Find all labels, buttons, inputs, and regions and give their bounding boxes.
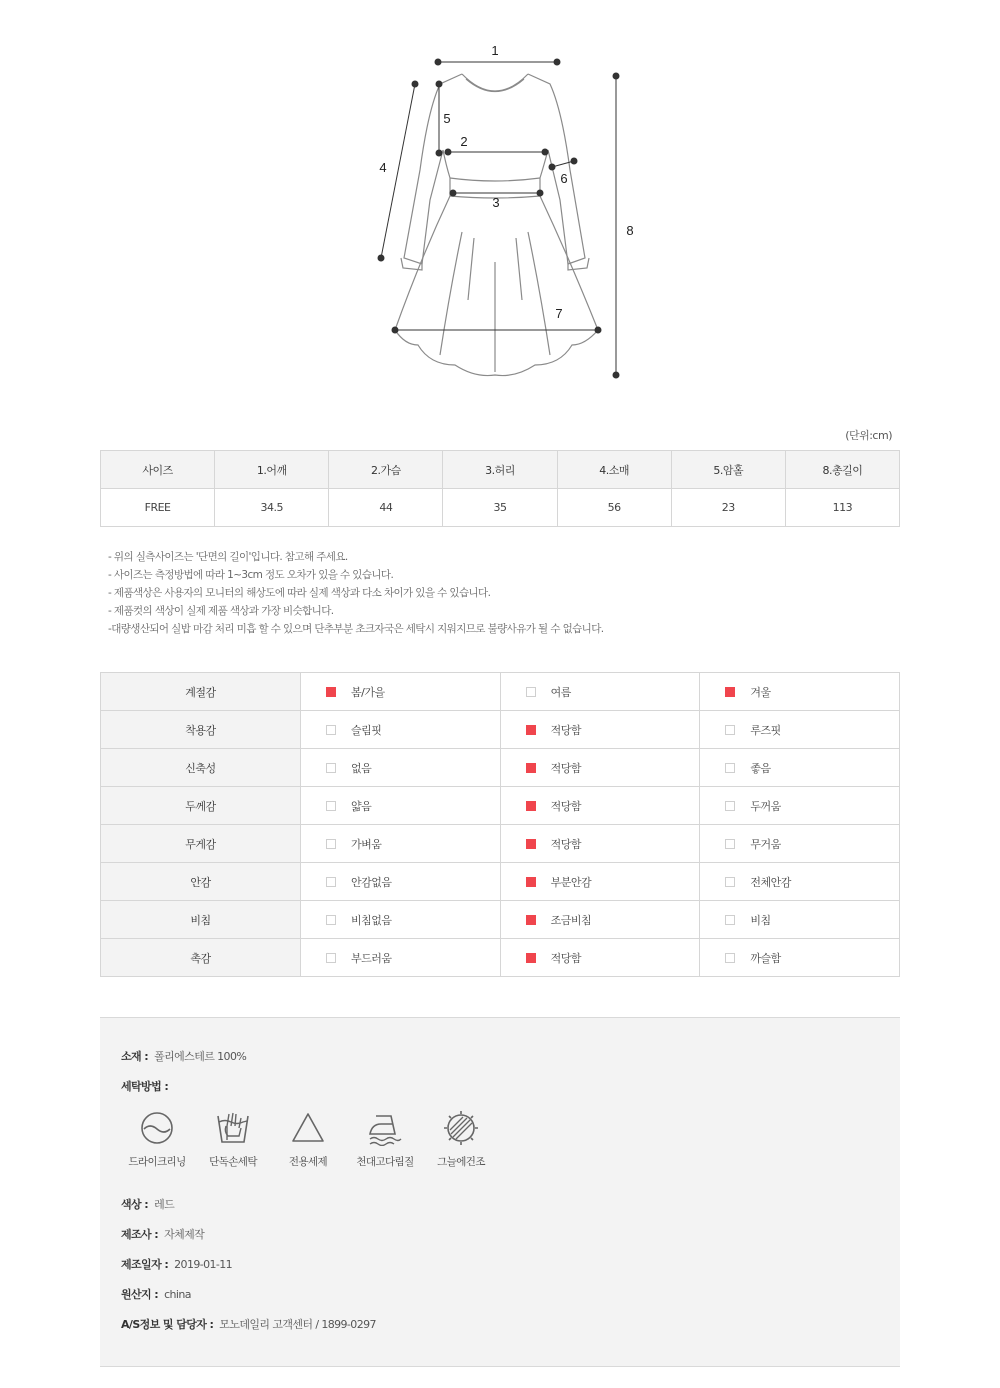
- size-header-cell: 1.어깨: [215, 451, 329, 489]
- as-row: [121, 1316, 376, 1332]
- feel-option-label: 적당함: [550, 951, 582, 965]
- size-cell: FREE: [101, 489, 215, 527]
- material-row: [121, 1048, 246, 1064]
- size-table: [100, 450, 900, 527]
- feel-row: [101, 711, 900, 749]
- dry-clean-icon: [139, 1110, 175, 1146]
- feel-row: [101, 939, 900, 977]
- feel-option: [500, 787, 700, 825]
- feel-option-label: 가벼움: [351, 837, 382, 851]
- size-notes: [108, 548, 604, 638]
- origin-label: 원산지 :: [121, 1288, 159, 1301]
- feel-row: [101, 825, 900, 863]
- feel-option-label: 루즈핏: [750, 723, 781, 737]
- feel-option: [301, 673, 501, 711]
- feel-option: [500, 901, 700, 939]
- unchecked-box-icon: [725, 839, 735, 849]
- unchecked-box-icon: [725, 763, 735, 773]
- care-item-shade-dry: [426, 1110, 496, 1169]
- bleach-triangle-icon: [290, 1110, 326, 1146]
- feel-option: [700, 673, 900, 711]
- feel-option-label: 슬림핏: [351, 723, 382, 737]
- hand-wash-icon: [215, 1110, 251, 1146]
- size-table-header: [101, 451, 900, 489]
- diagram-label: 7: [555, 306, 563, 321]
- feel-option: [700, 711, 900, 749]
- feel-row: [101, 901, 900, 939]
- unchecked-box-icon: [326, 915, 336, 925]
- checked-box-icon: [725, 687, 735, 697]
- note-item: - 사이즈는 측정방법에 따라 1~3cm 정도 오차가 있을 수 있습니다.: [108, 569, 394, 581]
- feel-option: [700, 787, 900, 825]
- feel-option: [700, 749, 900, 787]
- size-cell: 44: [329, 489, 443, 527]
- unit-label: (단위:cm): [845, 429, 892, 442]
- feel-option-label: 비침: [750, 913, 771, 927]
- feel-option: [301, 901, 501, 939]
- feel-option-label: 무거움: [750, 837, 781, 851]
- feel-option: [500, 863, 700, 901]
- feel-option: [301, 749, 501, 787]
- color-value: 레드: [154, 1198, 175, 1211]
- care-label: 그늘에건조: [437, 1156, 485, 1168]
- diagram-label: 2: [460, 134, 468, 149]
- note-item: - 제품색상은 사용자의 모니터의 해상도에 따라 실제 색상과 다소 차이가 있을 수 있습니다.: [108, 587, 491, 599]
- diagram-label: 5: [443, 111, 451, 126]
- size-header-cell: 4.소매: [557, 451, 671, 489]
- feel-option: [500, 673, 700, 711]
- origin-value: china: [164, 1288, 191, 1301]
- size-cell: 35: [443, 489, 557, 527]
- unchecked-box-icon: [326, 839, 336, 849]
- feel-option-label: 까슬함: [750, 951, 781, 965]
- size-header-cell: 3.허리: [443, 451, 557, 489]
- checked-box-icon: [526, 839, 536, 849]
- diagram-label: 4: [379, 160, 387, 175]
- shade-dry-icon: [443, 1110, 479, 1146]
- checked-box-icon: [526, 915, 536, 925]
- dress-measurement-diagram: [360, 35, 650, 385]
- maker-value: 자체제작: [164, 1228, 205, 1241]
- unchecked-box-icon: [326, 725, 336, 735]
- checked-box-icon: [526, 763, 536, 773]
- feel-category: 안감: [101, 863, 301, 901]
- care-item-iron: [350, 1110, 420, 1169]
- size-cell: 23: [671, 489, 785, 527]
- as-value: 모노데일리 고객센터 / 1899-0297: [219, 1318, 376, 1331]
- iron-icon: [367, 1110, 403, 1146]
- care-label: 전용세제: [288, 1156, 328, 1168]
- as-label: A/S정보 및 담당자 :: [121, 1318, 214, 1331]
- unchecked-box-icon: [326, 763, 336, 773]
- unchecked-box-icon: [725, 801, 735, 811]
- feel-option-label: 부드러움: [351, 951, 392, 965]
- note-item: -대량생산되어 실밥 마감 처리 미흡 할 수 있으며 단추부분 초크자국은 세탁시 지워지므로 불량사유가 될 수 없습니다.: [108, 623, 604, 635]
- date-value: 2019-01-11: [174, 1258, 233, 1271]
- feel-option: [500, 825, 700, 863]
- feel-option-label: 부분안감: [550, 875, 592, 889]
- care-item-dry-clean: [122, 1110, 192, 1169]
- date-row: [121, 1256, 232, 1272]
- wash-label: 세탁방법 :: [121, 1080, 169, 1093]
- feel-category: 신축성: [101, 749, 301, 787]
- diagram-label: 8: [626, 223, 634, 238]
- checked-box-icon: [526, 953, 536, 963]
- unchecked-box-icon: [326, 877, 336, 887]
- size-header-cell: 5.암홀: [671, 451, 785, 489]
- wash-row: [121, 1078, 174, 1094]
- feel-row: [101, 749, 900, 787]
- diagram-label: 6: [560, 171, 568, 186]
- feel-row: [101, 673, 900, 711]
- feel-option: [500, 749, 700, 787]
- checked-box-icon: [526, 877, 536, 887]
- fabric-feel-table: [100, 672, 900, 977]
- feel-option-label: 전체안감: [750, 875, 791, 889]
- feel-option-label: 좋음: [750, 761, 771, 775]
- checked-box-icon: [526, 801, 536, 811]
- feel-row: [101, 787, 900, 825]
- note-item: - 제품컷의 색상이 실제 제품 색상과 가장 비슷합니다.: [108, 605, 334, 617]
- feel-option-label: 비침없음: [351, 913, 392, 927]
- date-label: 제조일자 :: [121, 1258, 169, 1271]
- feel-option-label: 조금비침: [550, 913, 592, 927]
- feel-option: [700, 939, 900, 977]
- feel-option-label: 여름: [550, 685, 571, 699]
- unchecked-box-icon: [725, 877, 735, 887]
- feel-category: 두께감: [101, 787, 301, 825]
- feel-option-label: 없음: [351, 761, 372, 775]
- feel-option-label: 적당함: [550, 799, 582, 813]
- unchecked-box-icon: [725, 725, 735, 735]
- size-cell: 56: [557, 489, 671, 527]
- feel-option: [301, 825, 501, 863]
- note-item: - 위의 실측사이즈는 '단면의 길이'입니다. 참고해 주세요.: [108, 551, 348, 563]
- unchecked-box-icon: [326, 953, 336, 963]
- origin-row: [121, 1286, 191, 1302]
- product-info-panel: [100, 1017, 900, 1367]
- feel-option-label: 얇음: [351, 799, 372, 813]
- material-label: 소재 :: [121, 1050, 149, 1063]
- feel-option-label: 적당함: [550, 837, 582, 851]
- feel-option-label: 봄/가을: [351, 685, 385, 699]
- unchecked-box-icon: [725, 953, 735, 963]
- feel-option-label: 적당함: [550, 761, 582, 775]
- size-cell: 113: [785, 489, 899, 527]
- checked-box-icon: [326, 687, 336, 697]
- size-cell: 34.5: [215, 489, 329, 527]
- maker-row: [121, 1226, 204, 1242]
- size-header-cell: 사이즈: [101, 451, 215, 489]
- feel-option: [700, 825, 900, 863]
- feel-category: 계절감: [101, 673, 301, 711]
- color-label: 색상 :: [121, 1198, 149, 1211]
- unchecked-box-icon: [526, 687, 536, 697]
- diagram-label: 1: [491, 43, 499, 58]
- size-header-cell: 8.총길이: [785, 451, 899, 489]
- feel-option: [301, 939, 501, 977]
- size-header-cell: 2.가슴: [329, 451, 443, 489]
- diagram-label: 3: [492, 195, 500, 210]
- unchecked-box-icon: [725, 915, 735, 925]
- feel-category: 촉감: [101, 939, 301, 977]
- feel-category: 무게감: [101, 825, 301, 863]
- feel-option: [301, 787, 501, 825]
- feel-option: [700, 863, 900, 901]
- care-item-hand-wash: [198, 1110, 268, 1169]
- feel-category: 착용감: [101, 711, 301, 749]
- color-row: [121, 1196, 174, 1212]
- size-table-row: [101, 489, 900, 527]
- feel-option-label: 안감없음: [351, 875, 392, 889]
- care-label: 단독손세탁: [209, 1156, 257, 1168]
- feel-option: [700, 901, 900, 939]
- feel-category: 비침: [101, 901, 301, 939]
- unchecked-box-icon: [326, 801, 336, 811]
- feel-option: [500, 711, 700, 749]
- checked-box-icon: [526, 725, 536, 735]
- feel-option-label: 겨울: [750, 685, 771, 699]
- maker-label: 제조사 :: [121, 1228, 159, 1241]
- material-value: 폴리에스테르 100%: [154, 1050, 247, 1063]
- feel-option-label: 두꺼움: [750, 799, 781, 813]
- care-item-bleach: [273, 1110, 343, 1169]
- feel-option: [301, 863, 501, 901]
- feel-option-label: 적당함: [550, 723, 582, 737]
- feel-option: [301, 711, 501, 749]
- care-label: 천대고다림질: [356, 1156, 414, 1168]
- care-label: 드라이크리닝: [128, 1156, 186, 1168]
- feel-option: [500, 939, 700, 977]
- feel-row: [101, 863, 900, 901]
